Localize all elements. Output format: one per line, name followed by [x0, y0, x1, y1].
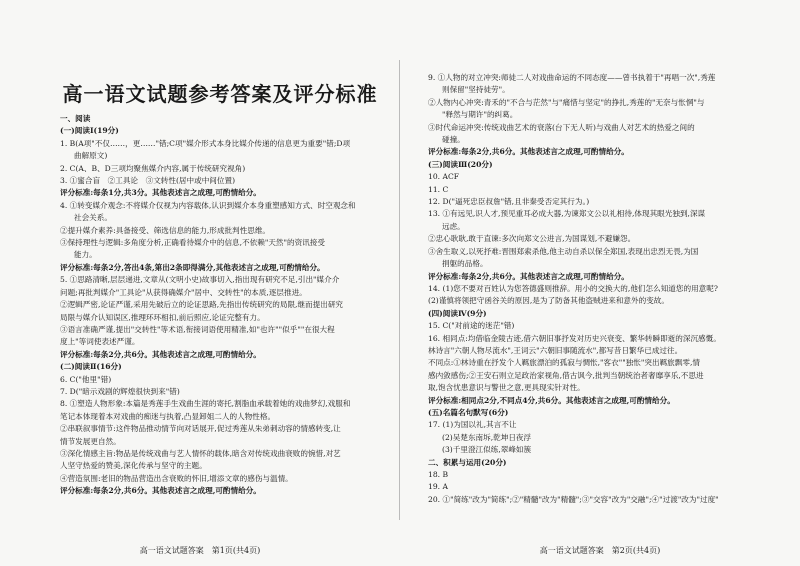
answer-line: 林诗言"六朝人物尽流水",王词云"六朝旧事随流水",都写昔日繁华已成过往。 [428, 345, 683, 355]
scoring-rule: 评分标准:每条2分,共6分。其他表述言之成理,可酌情给分。 [60, 486, 261, 496]
answer-line: 3. ①蜜合盲 ②工具论 ③文转性(居中或中间位置) [60, 176, 236, 186]
answer-line: ③舍生取义,以死抒难:晋围郑索杀他,他主动自杀以保全郑国,表现出忠烈无畏,为国 [428, 246, 699, 256]
answer-line: 曲解原文) [74, 151, 108, 161]
answer-line: ②逻辑严密,论证严谨,采用先破后立的论证思路,先指出传统研究的局限,继而提出研究 [60, 300, 344, 310]
answer-line: (3)千里澄江似练,翠峰如簇 [442, 445, 532, 455]
answer-line: ④营造氛围:老旧的物品营造出含衰败的怀旧,增添文章的感伤与温情。 [60, 473, 293, 483]
answer-line: 不同点:①林诗重在抒发个人羁旅漂泊的孤寂与惆怅,"客衣""独怅"突出羁旅飘零,情 [428, 358, 700, 368]
answer-line: 17. (1)为国以礼,其言不让 [428, 420, 517, 430]
answer-line: 16. 相同点:均借临金陵古迹,借六朝旧事抒发对历史兴衰变、繁华转瞬即逝的深沉感慨。 [428, 333, 721, 343]
page-one-body [60, 113, 380, 498]
answer-line: 碰撞。 [442, 135, 465, 145]
answer-line: 取,饱含忧患意识与警世之意,更具现实针对性。 [428, 383, 585, 393]
page-title: 高一语文试题参考答案及评分标准 [62, 82, 378, 106]
section-heading: (三)阅读Ⅲ(20分) [428, 159, 493, 169]
answer-line: ②人物内心冲突:青禾的"不合与茫然"与"痛惜与坚定"的挣扎,秀莲的"无奈与怅惘"与 [428, 97, 705, 107]
answer-line: 问题;再批判媒介"工具论"从获得确媒介"居中、交转性"的本质,逐层推进。 [60, 287, 307, 297]
answer-line: ②忠心耿耿,敢于直谏:多次向郑文公进言,为国谋划,不避嫌怨。 [428, 234, 636, 244]
answer-line: 人坚守热爱的赞美,深化传承与坚守的主题。 [60, 461, 207, 471]
answer-line: 7. D("暗示戏剧的辉煌很快到来"错) [60, 386, 180, 396]
answer-line: 9. ①人物的对立冲突:师徒二人对戏曲命运的不同态度——曾书执着于"再唱一次",秀莲 [428, 73, 716, 82]
page-two [400, 0, 800, 566]
answer-line: ③时代命运冲突:传统戏曲艺术的衰落(台下无人听)与戏曲人对艺术的热爱之间的 [428, 122, 695, 132]
page-two-body [428, 72, 780, 506]
scoring-rule: 评分标准:每条2分,答出4条,第出2条即得满分,其他表述言之成理,可酌情给分。 [60, 262, 325, 272]
answer-line: 14. (1)您不要对百姓认为您答德盛则推辞。用小的交换大的,他们怎么知道您的用意呢? [428, 283, 718, 293]
scoring-rule: 评分标准:每条2分,共6分。其他表述言之成理,可酌情给分。 [428, 271, 629, 281]
answer-line: ③深化情感主旨:物品是传统戏曲与艺人情怀的载体,暗含对传统戏曲衰败的惋惜,对艺 [60, 448, 341, 458]
answer-line: 笔记本体现着本对戏曲的痴迷与执着,凸显卸姐二人的人物性格。 [60, 411, 276, 421]
answer-line: 4. ①转变媒介观念:不将媒介仅视为内容载体,认识到媒介本身重塑感知方式、时空观念和 [60, 200, 356, 210]
answer-line: 感内敛感伤;②王安石则立足政治家视角,借古讽今,批判当朝统治者奢靡享乐,不思进 [428, 370, 704, 380]
section-heading: (二)阅读Ⅱ(16分) [60, 362, 122, 372]
answer-line: 10. ACF [428, 172, 460, 182]
answer-line: 社会关系。 [74, 213, 112, 223]
answer-line: (2)谨慎将领把守函谷关的原因,是为了防备其他盗贼进来和意外的变故。 [428, 296, 669, 306]
answer-line: ②串联叙事情节:这件物品推动情节向对话展开,促过秀莲从朱弟刺动容的情感转变,让 [60, 424, 341, 434]
answer-line: 能力。 [74, 250, 97, 260]
answer-line: 19. A [428, 482, 448, 492]
scoring-rule: 评分标准:每条2分,共6分。其他表述言之成理,可酌情给分。 [60, 349, 261, 359]
answer-line: 12. D("逼死忠臣叔詹"错,且非秦受否定其行为。) [428, 197, 590, 207]
answer-line: 2. C(A、B、D三项均聚焦媒介内容,属于传统研究视角) [60, 163, 246, 173]
answer-line: (2)吴楚东南坼,乾坤日夜浮 [442, 432, 532, 442]
answer-line: 5. ①思路清晰,层层递进,文章从(文明小史)故事切入,指出现有研究不足,引出"媒介介 [60, 275, 340, 285]
scoring-rule: 评分标准:相同点2分,不同点4分,共6分。其他表述言之成理,可酌情给分。 [428, 395, 675, 405]
answer-line: 1. B(A项"不仅……，更……"错;C项"媒介形式本身比媒介传递的信息更为重要"错;D项 [60, 138, 351, 148]
answer-line: ③语言准确严谨,提出"交转性"等术语,衔接词语使用精准,如"也许""似乎""在很大程 [60, 324, 335, 334]
answer-line: 13. ①有远见,识人才,预见重耳必成大器,为谏郑文公以礼相待,体现其眼光独到,深谋 [428, 209, 706, 219]
answer-line: 6. C("他里"错) [60, 374, 112, 384]
answer-line: 15. C("对前途的迷茫"错) [428, 321, 515, 331]
answer-line: "释然与期许"的纠葛。 [442, 110, 518, 120]
answer-line: 远虑。 [442, 221, 465, 231]
answer-line: 20. ①"简练"改为"简练";②"精髓"改为"精髓";③"交容"改为"交融";④"过渡"改为"过度" [428, 494, 719, 504]
answer-line: 则保留"坚持徒劳"。 [442, 85, 510, 95]
page-one-footer: 高一语文试题答案 第1页(共4页) [139, 546, 261, 555]
section-heading: 一、阅读 [60, 114, 91, 123]
answer-line: 18. B [428, 470, 449, 479]
scoring-rule: 评分标准:每条2分,共6分。其他表述言之成理,可酌情给分。 [428, 147, 629, 157]
answer-line: ②提升媒介素养:具备接受、筛选信息的能力,形成批判性思维。 [60, 225, 271, 235]
section-heading: 二、积累与运用(20分) [428, 457, 507, 467]
section-heading: (一)阅读Ⅰ(19分) [60, 126, 119, 136]
answer-line: ③保持理性与逻辑:多角度分析,正确看待媒介中的信息,不依赖"天然"的资讯接受 [60, 238, 325, 248]
answer-line: 情节发展更自然。 [60, 436, 121, 446]
answer-line: 11. C [428, 184, 449, 194]
section-heading: (四)阅读Ⅳ(9分) [428, 308, 487, 318]
answer-line: 度上"等词使表述严谨。 [60, 337, 140, 347]
scoring-rule: 评分标准:每条1分,共3分。其他表述言之成理,可酌情给分。 [60, 188, 261, 198]
answer-line: 局限与媒介认知误区,推理环环相扣,前后照应,论证完整有力。 [60, 312, 265, 322]
answer-line: 捐躯的品格。 [442, 259, 488, 269]
section-heading: (五)名篇名句默写(6分) [428, 407, 509, 417]
page-two-footer: 高一语文试题答案 第2页(共4页) [539, 546, 661, 555]
answer-line: 8. ①塑造人物形象:本篇是秀莲手生戏曲生涯的寄托,割脂血承载着她的戏曲梦幻,戏服和 [60, 399, 351, 409]
